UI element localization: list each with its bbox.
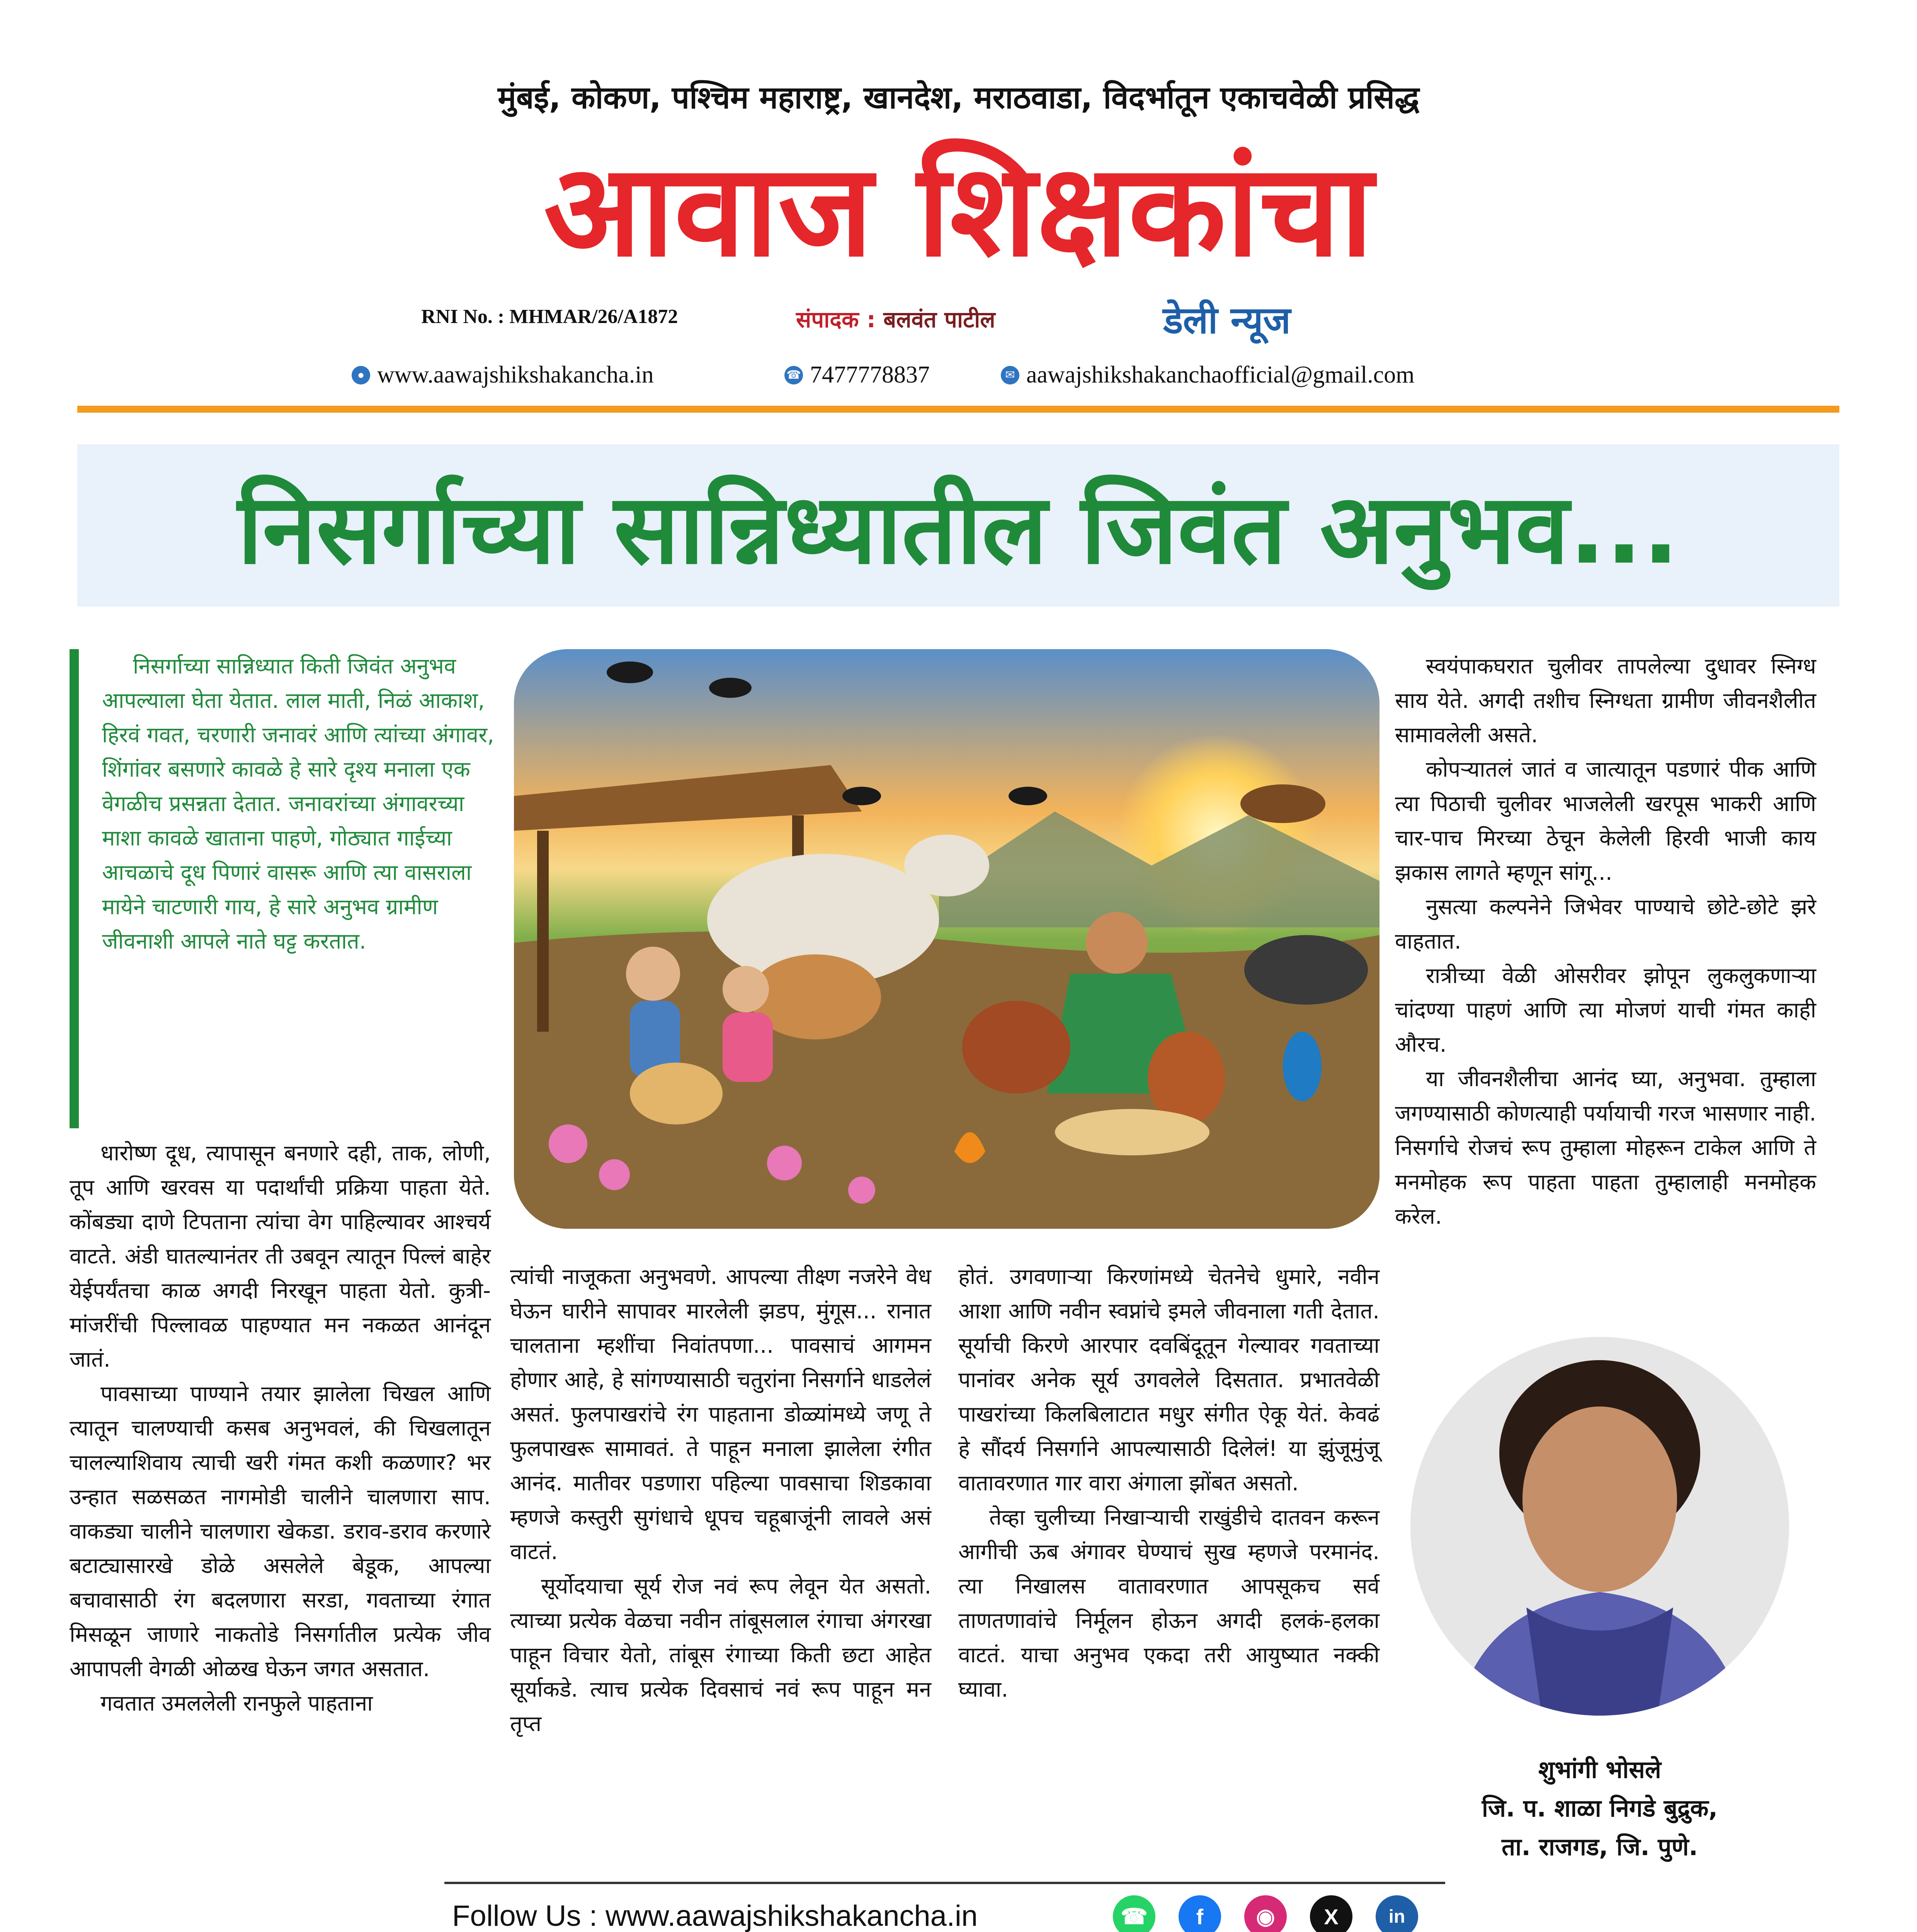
col4-paragraph: नुसत्या कल्पनेने जिभेवर पाण्याचे छोटे-छोटे झरे वाहतात. [1395, 895, 1816, 954]
author-credit [1383, 1750, 1816, 1866]
phone-text[interactable]: 7477778837 [810, 362, 930, 388]
shed-pole-shape [537, 831, 549, 1032]
author-location: ता. राजगड, जि. पुणे. [1502, 1833, 1698, 1861]
editor-name: बलवंत पाटील [883, 306, 995, 333]
bhakri-stack-shape [1055, 1109, 1209, 1155]
email-text[interactable]: aawajshikshakanchaofficial@gmail.com [1026, 362, 1415, 388]
daily-news-label: डेली न्यूज [1163, 299, 1291, 342]
village-scene-illustration [514, 649, 1379, 1229]
puppy-shape [630, 1063, 723, 1124]
article-column-1 [70, 1136, 491, 1721]
author-school: जि. प. शाळा निगडे बुद्रुक, [1482, 1794, 1718, 1822]
whatsapp-icon[interactable]: ☎ [1113, 1895, 1155, 1932]
globe-icon: ● [352, 366, 370, 384]
author-portrait-illustration [1410, 1337, 1789, 1716]
instagram-icon[interactable]: ◉ [1244, 1895, 1287, 1932]
article-column-3 [958, 1260, 1379, 1707]
col3-paragraph: तेव्हा चुलीच्या निखाऱ्याची राखुंडीचे दातवन करून आगीची ऊब अंगावर घेण्याचं सुख म्हणजे परमानंद. त्या निखालस वातावरणात आपसूकच सर्व ताणतणावांचे निर्मूलन होऊन अगदी हलकं-हलका वाटतं. याचा अनुभव एकदा तरी आयुष्यात नक्की घ्यावा. [958, 1505, 1379, 1702]
col4-paragraph: स्वयंपाकघरात चुलीवर तापलेल्या दुधावर स्निग्ध साय येते. अगदी तशीच स्निग्धता ग्रामीण जीवनशैलीत सामावलेली असते. [1395, 654, 1816, 748]
masthead-divider [77, 406, 1839, 413]
col1-paragraph: धारोष्ण दूध, त्यापासून बनणारे दही, ताक, लोणी, तूप आणि खरवस या पदार्थांची प्रक्रिया पाहता येते. कोंबड्या दाणे टिपताना त्यांचा वेग पाहिल्यावर आश्चर्य वाटते. अंडी घातल्यानंतर ती उबवून त्यातून पिल्लं बाहेर येईपर्यंतचा काळ अगदी निरखून पाहता येतो. कुत्री-मांजरींची पिल्लावळ पाहण्यात मन नकळत आनंदून जातं. [70, 1141, 491, 1372]
x-icon[interactable]: X [1310, 1895, 1352, 1932]
col4-paragraph: कोपऱ्यातलं जातं व जात्यातून पडणारं पीक आणि त्या पिठाची चुलीवर भाजलेली खरपूस भाकरी आणि चार-पाच मिरच्या ठेचून केलेली हिरवी भाजी काय झकास लागते म्हणून सांगू... [1395, 757, 1816, 885]
author-name: शुभांगी भोसले [1538, 1755, 1661, 1784]
phone-contact[interactable] [784, 361, 930, 389]
website-contact[interactable] [352, 361, 654, 389]
article-column-4 [1395, 649, 1816, 1234]
col3-paragraph: होतं. उगवणाऱ्या किरणांमध्ये चेतनेचे धुमारे, नवीन आशा आणि नवीन स्वप्नांचे इमले जीवनाला गती देतात. सूर्याची किरणे आरपार दवबिंदूतून गेल्यावर गवताच्या पानांवर अनेक सूर्य उगवलेले दिसतात. प्रभातवेळी पाखरांच्या किलबिलाटात मधुर संगीत ऐकू येतं. केवढं हे सौंदर्य निसर्गाने आपल्यासाठी दिलेलं! या झुंजूमुंजू वातावरणात गार वारा अंगाला झोंबत असतो. [958, 1264, 1379, 1496]
kingfisher-shape [1283, 1032, 1322, 1101]
top-tagline: मुंबई, कोकण, पश्चिम महाराष्ट्र, खानदेश, मराठवाडा, विदर्भातून एकाचवेळी प्रसिद्ध [497, 80, 1419, 116]
col2-paragraph: सूर्योदयाचा सूर्य रोज नवं रूप लेवून येत असतो. त्याच्या प्रत्येक वेळचा नवीन तांबूसलाल रंगाचा अंगरखा पाहून विचार येतो, तांबूस रंगाच्या किती छटा आहेत सूर्याकडे. त्याच प्रत्येक दिवसाचं नवं रूप पाहून मन तृप्त [510, 1574, 931, 1736]
editor-label: संपादक : [796, 306, 884, 333]
email-contact[interactable] [1001, 361, 1415, 389]
follow-us-text[interactable]: Follow Us : www.aawajshikshakancha.in [452, 1900, 978, 1932]
eagle-shape [1240, 784, 1325, 823]
col1-paragraph: गवतात उमललेली रानफुले पाहताना [100, 1691, 373, 1716]
hero-illustration [514, 649, 1379, 1229]
boy-figure [626, 947, 680, 1001]
clay-pot-shape [962, 1001, 1070, 1094]
col4-paragraph: रात्रीच्या वेळी ओसरीवर झोपून लुकलुकणाऱ्या चांदण्या पाहणं आणि त्या मोजणं याची गंमत काही औरच. [1395, 963, 1816, 1057]
phone-icon: ☎ [784, 366, 803, 384]
article-headline: निसर्गाच्या सान्निध्यातील जिवंत अनुभव... [237, 473, 1679, 585]
article-intro [70, 649, 495, 1128]
girl-figure [723, 966, 769, 1012]
cow-head-shape [904, 835, 989, 896]
rni-number: RNI No. : MHMAR/26/A1872 [421, 306, 678, 328]
linkedin-icon[interactable]: in [1376, 1895, 1418, 1932]
col4-paragraph: या जीवनशैलीचा आनंद घ्या, अनुभवा. तुम्हाला जगण्यासाठी कोणत्याही पर्यायाची गरज भासणार नाही. निसर्गाचे रोजचं रूप तुम्हाला मोहरून टाकेल आणि ते मनमोहक रूप पाहता पाहता तुम्हालाही मनमोहक करेल. [1395, 1066, 1816, 1229]
article-column-2 [510, 1260, 931, 1741]
girl-figure-body [723, 1012, 773, 1082]
author-photo [1410, 1337, 1789, 1716]
woman-figure [1086, 912, 1148, 974]
shed-roof-shape [514, 765, 862, 831]
col2-paragraph: त्यांची नाजूकता अनुभवणे. आपल्या तीक्ष्ण नजरेने वेध घेऊन घारीने सापावर मारलेली झडप, मुंगूस... रानात चालताना म्हशींचा निवांतपणा... पावसाचं आगमन होणार आहे, हे सांगण्यासाठी चतुरांना निसर्गाने धाडलेलं असतं. फुलपाखरांचे रंग पाहताना डोळ्यांमध्ये जणू ते फुलपाखरू सामावतं. ते पाहून मनाला झालेला रंगीत आनंद. मातीवर पडणारा पहिल्या पावसाचा शिडकावा म्हणजे कस्तुरी सुगंधाचे धूपच चहूबाजूंनी लावले असं वाटतं. [510, 1264, 931, 1565]
mail-icon: ✉ [1001, 366, 1019, 384]
col1-paragraph: पावसाच्या पाण्याने तयार झालेला चिखल आणि त्यातून चालण्याची कसब अनुभवलं, की चिखलातून चालल्याशिवाय त्याची खरी गंमत कशी कळणार? भर उन्हात सळसळत नागमोडी चालीने चालणारा साप. वाकड्या चालीने चालणारा खेकडा. डराव-डराव करणारे बटाट्यासारखे डोळे असलेले बेडूक, आपल्या बचावासाठी रंग बदलणारा सरडा, गवताच्या रंगात मिसळून जाणारे नाकतोडे निसर्गातील प्रत्येक जीव आपापली वेगळी ओळख घेऊन जगत असतात. [70, 1381, 491, 1682]
website-text[interactable]: www.aawajshikshakancha.in [377, 362, 654, 388]
facebook-icon[interactable]: f [1179, 1895, 1221, 1932]
buffalo-shape [1244, 935, 1368, 1005]
footer-divider-top [444, 1882, 1445, 1884]
editor-line [796, 303, 995, 334]
masthead-title: आवाज शिक्षकांचा [544, 136, 1373, 285]
intro-paragraph: निसर्गाच्या सान्निध्यात किती जिवंत अनुभव आपल्याला घेता येतात. लाल माती, निळं आकाश, हिरवं गवत, चरणारी जनावरं आणि त्यांच्या अंगावर, शिंगांवर बसणारे कावळे हे सारे दृश्य मनाला एक वेगळीच प्रसन्नता देतात. जनावरांच्या अंगावरच्या माशा कावळे खाताना पाहणे, गोठ्यात गाईच्या आचळाचे दूध पिणारं वासरू आणि त्या वासराला मायेने चाटणारी गाय, हे सारे अनुभव ग्रामीण जीवनाशी आपले नाते घट्ट करतात. [102, 654, 494, 954]
